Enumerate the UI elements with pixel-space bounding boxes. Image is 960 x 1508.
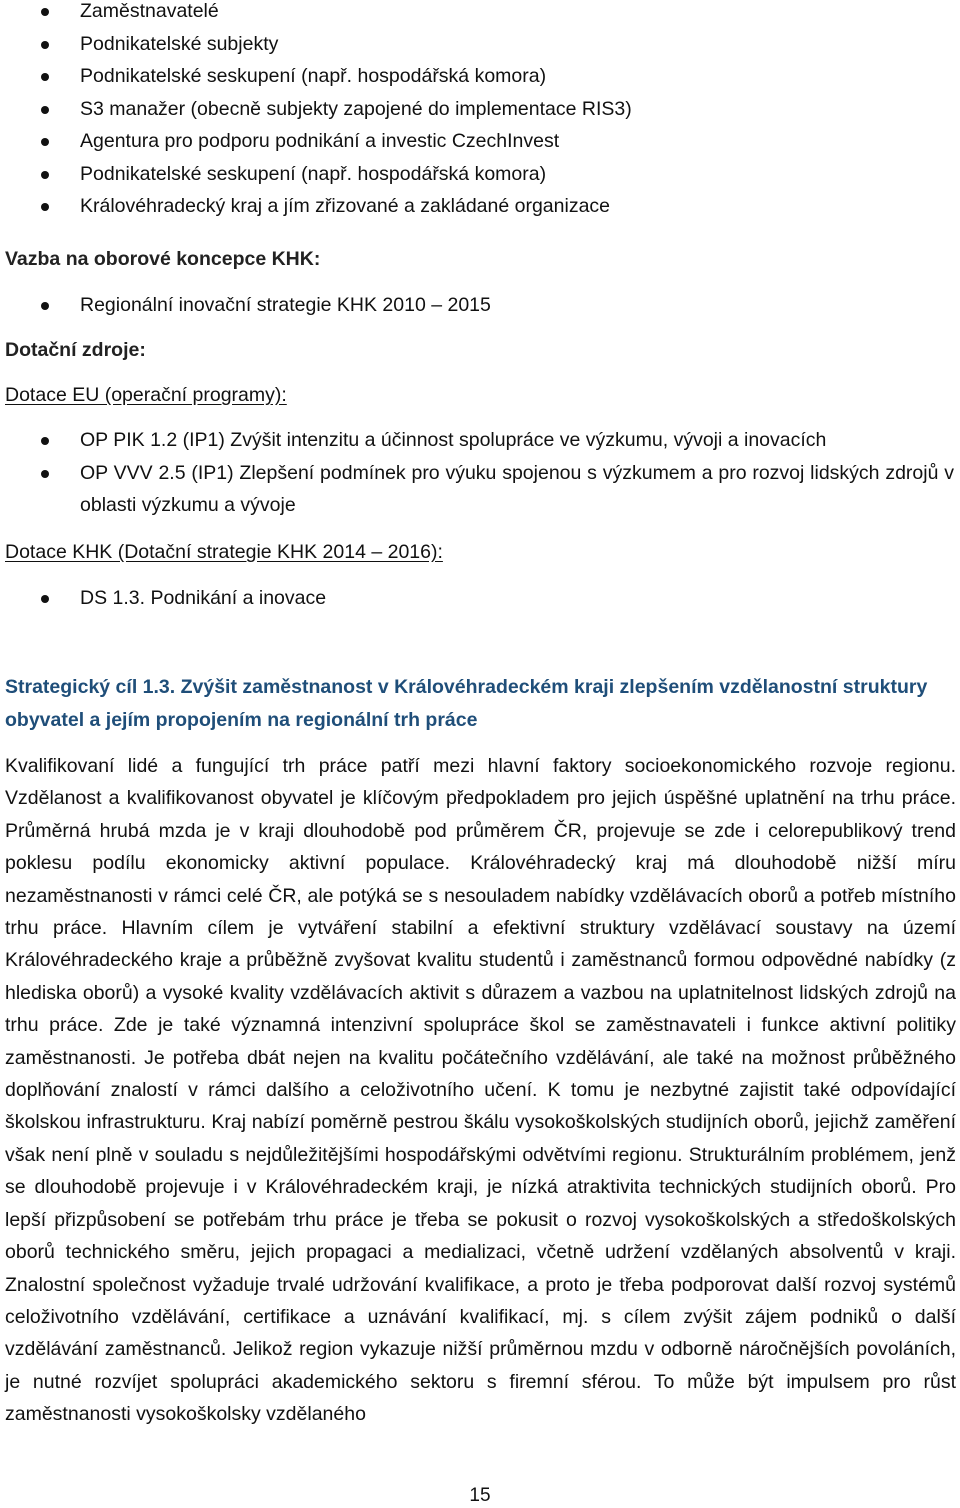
khk-programs-list [0, 582, 960, 615]
list-item [0, 158, 960, 191]
list-item-text: Podnikatelské subjekty [80, 32, 279, 55]
bullet-icon [41, 41, 49, 49]
list-item [0, 190, 960, 223]
list-item-text: DS 1.3. Podnikání a inovace [80, 587, 327, 609]
list-item [0, 424, 960, 457]
list-item-text: OP PIK 1.2 (IP1) Zvýšit intenzitu a účinnost spolupráce ve výzkumu, vývoji a inovacích [80, 429, 827, 451]
list-item-text: Královéhradecký kraj a jím zřizované a zakládané organizace [80, 195, 611, 217]
bullet-icon [41, 437, 49, 445]
bullet-icon [41, 171, 49, 179]
list-item-text: OP VVV 2.5 (IP1) Zlepšení podmínek pro výuku spojenou s výzkumem a pro rozvoj lidských zdrojů v oblasti výzkumu a vývoje [80, 461, 954, 516]
concepts-list [0, 289, 960, 322]
concepts-heading: Vazba na oborové koncepce KHK: [5, 248, 321, 270]
bullet-icon [41, 203, 49, 211]
list-item-text: Agentura pro podporu podnikání a investic CzechInvest [80, 130, 560, 152]
list-item [0, 28, 960, 61]
bullet-icon [41, 470, 49, 478]
list-item [0, 125, 960, 158]
list-item-text: Regionální inovační strategie KHK 2010 – 2015 [80, 294, 491, 316]
list-item [0, 457, 960, 522]
list-item-text: S3 manažer (obecně subjekty zapojené do implementace RIS3) [80, 97, 632, 120]
list-item-text: Podnikatelské seskupení (např. hospodářská komora) [80, 65, 547, 87]
page-number: 15 [469, 1485, 491, 1506]
bullet-icon [41, 8, 49, 16]
list-item [0, 0, 960, 28]
funding-heading: Dotační zdroje: [5, 339, 146, 361]
list-item-text: Zaměstnavatelé [80, 0, 219, 22]
list-item-text: Podnikatelské seskupení (např. hospodářská komora) [80, 162, 547, 185]
bullet-icon [41, 106, 49, 114]
eu-funding-heading: Dotace EU (operační programy): [5, 384, 287, 406]
employers-list [0, 0, 960, 223]
bullet-icon [41, 138, 49, 146]
eu-programs-list [0, 424, 960, 522]
list-item [0, 289, 960, 322]
bullet-icon [41, 595, 49, 603]
bullet-icon [41, 73, 49, 81]
list-item [0, 60, 960, 93]
body-paragraph: Kvalifikovaní lidé a fungující trh práce patří mezi hlavní faktory socioekonomického rozvoje regionu. Vzdělanost a kvalifikovanost obyvatel je klíčovým předpokladem pro jejich úspěšné uplatnění na trhu práce. Průměrná hrubá mzda je v kraji dlouhodobě pod průměrem ČR, projevuje se zde i celorepublikový trend poklesu podílu ekonomicky aktivní populace. Královéhradecký kraj má dlouhodobě nižší míru nezaměstnanosti v rámci celé ČR, ale potýká se s nesouladem nabídky vzdělávacích oborů a potřeb místního trhu práce. Hlavním cílem je vytváření stabilní a efektivní struktury vzdělávací soustavy na území Královéhradeckého kraje a průběžně zvyšovat kvalitu studentů i zaměstnanců formou odpovědné nabídky (z hlediska oborů) a vysoké kvality vzdělávacích aktivit s důrazem a vazbou na uplatnitelnost lidských zdrojů na trhu práce. Zde je také významná intenzivní spolupráce škol se zaměstnavateli i funkce aktivní politiky zaměstnanosti. Je potřeba dbát nejen na kvalitu počátečního vzdělávání, ale také na možnost průběžného doplňování znalostí v rámci dalšího a celoživotního učení. K tomu je nezbytné zajistit také odpovídající školskou infrastrukturu. Kraj nabízí poměrně pestrou škálu vysokoškolských studijních oborů, jejichž zaměření však není plně v souladu s nejdůležitějšími hospodářskými odvětvími regionu. Strukturálním problémem, jenž se dlouhodobě projevuje i v Královéhradeckém kraji, je nízká atraktivita technických studijních oborů. Pro lepší přizpůsobení se potřebám trhu práce je třeba se pokusit o rozvoj vysokoškolských a středoškolských oborů technického směru, jejich propagaci a medializaci, včetně udržení vzdělaných absolventů v kraji. Znalostní společnost vyžaduje trvalé udržování kvalifikace, a proto je třeba podporovat další rozvoj systémů celoživotního vzdělávání, certifikace a uznávání kvalifikací, mj. s cílem zvýšit zájem podniků o další vzdělávání zaměstnanců. Jelikož region vykazuje nižší průměrnou mzdu v odborně náročnějších povoláních, je nutné rozvíjet spolupráci akademického sektoru s firemní sférou. To může být impulsem pro růst zaměstnanosti vysokoškolsky vzdělaného [5, 755, 956, 1426]
list-item [0, 582, 960, 615]
strategic-goal-heading: Strategický cíl 1.3. Zvýšit zaměstnanost v Královéhradeckém kraji zlepšením vzdělanostní struktury obyvatel a jejím propojením na regionální trh práce [5, 676, 928, 731]
khk-funding-heading: Dotace KHK (Dotační strategie KHK 2014 – 2016): [5, 541, 443, 563]
list-item [0, 93, 960, 126]
bullet-icon [41, 302, 49, 310]
